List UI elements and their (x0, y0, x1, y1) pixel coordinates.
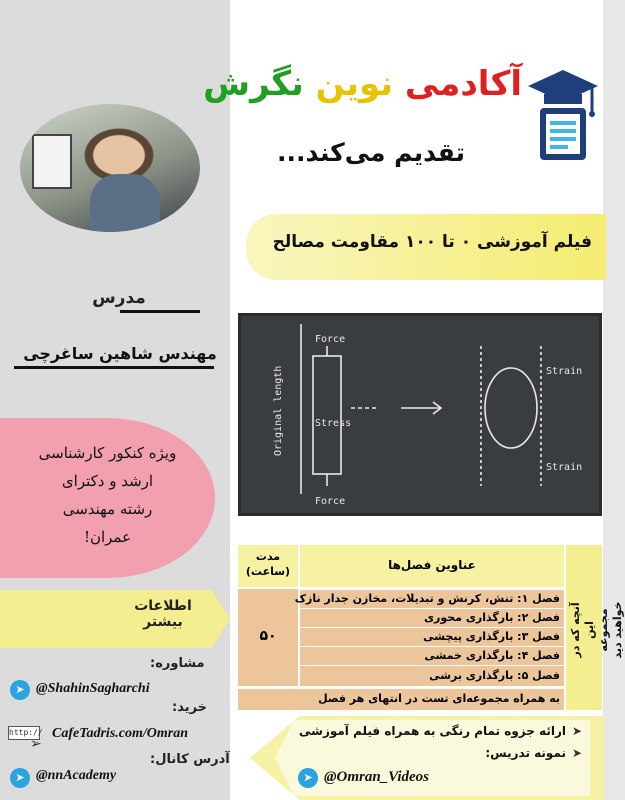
teacher-photo (20, 104, 200, 232)
sidebar (0, 0, 230, 800)
background-screen (32, 134, 72, 189)
board-label: Force (315, 496, 346, 507)
bullet-arrow-icon: ➤ (572, 746, 583, 760)
telegram-icon: ➤ (298, 768, 318, 788)
chapter-text: فصل ۴: بارگذاری خمشی (424, 649, 560, 662)
telegram-icon: ➤ (10, 768, 30, 788)
buy-label: خرید: (172, 700, 208, 715)
note-line: ویژه کنکور کارشناسی (38, 444, 177, 462)
chapters-header: عناوین فصل‌ها (388, 558, 476, 572)
channel-handle-link[interactable]: @nnAcademy (36, 768, 117, 783)
title-word: آکادمی (404, 64, 522, 104)
table-footer: به همراه مجموعه‌ای تست در انتهای هر فصل (318, 692, 560, 705)
board-label: Force (315, 334, 346, 345)
board-label: Stress (315, 418, 352, 429)
board-label: Original length (273, 365, 284, 456)
extras-item: ارائه جزوه تمام رنگی به همراه فیلم آموزشی (299, 724, 566, 738)
course-title: فیلم آموزشی ۰ تا ۱۰۰ مقاومت مصالح (272, 232, 592, 252)
duration-value: ۵۰ (259, 628, 277, 644)
consult-handle-link[interactable]: @ShahinSagharchi (36, 681, 150, 696)
book-icon (540, 108, 586, 160)
channel-label: آدرس کانال: (150, 752, 230, 767)
teacher-name: مهندس شاهین ساغرچی (23, 344, 217, 363)
buy-url-link[interactable]: CafeTadris.com/Omran (52, 726, 188, 741)
page-edge (603, 0, 625, 800)
note-line: ارشد و دکترای (61, 472, 154, 490)
teacher-label: مدرس (92, 288, 146, 308)
chapter-text: فصل ۱: تنش، کرنش و تبدیلات، مخازن جدار نازک (294, 592, 560, 605)
chapter-text: فصل ۳: بارگذاری پیچشی (423, 630, 560, 643)
title-word: نوین (315, 64, 394, 104)
note-line: رشته مهندسی (62, 500, 153, 518)
board-label: Strain (546, 366, 583, 377)
teacher-figure (90, 174, 160, 232)
extras-item: نمونه تدریس: (485, 746, 566, 760)
chapter-text: فصل ۲: بارگذاری محوری (423, 611, 560, 624)
graduation-cap-icon (526, 66, 600, 164)
cursor-icon: ➢ (30, 736, 42, 752)
url-badge: http:// (8, 726, 40, 740)
consult-label: مشاوره: (150, 656, 205, 671)
bullet-arrow-icon: ➤ (572, 724, 583, 738)
duration-header: مدت (ساعت) (245, 550, 291, 578)
academy-title (203, 64, 522, 104)
presents-subtitle: تقدیم می‌کند... (277, 138, 465, 167)
divider (120, 310, 200, 313)
side-header: آنچه که در این مجموعه خواهید دید (569, 601, 624, 659)
chalkboard-illustration (238, 313, 602, 516)
board-label: Strain (546, 462, 583, 473)
more-info-label: اطلاعات بیشتر (134, 598, 192, 630)
note-line: عمران! (83, 528, 132, 546)
chapter-text: فصل ۵: بارگذاری برشی (429, 669, 560, 682)
sample-video-link[interactable]: @Omran_Videos (324, 769, 429, 785)
exam-note-box (0, 418, 215, 578)
title-word: نگرش (203, 64, 304, 104)
telegram-icon: ➤ (10, 680, 30, 700)
divider (14, 366, 214, 369)
